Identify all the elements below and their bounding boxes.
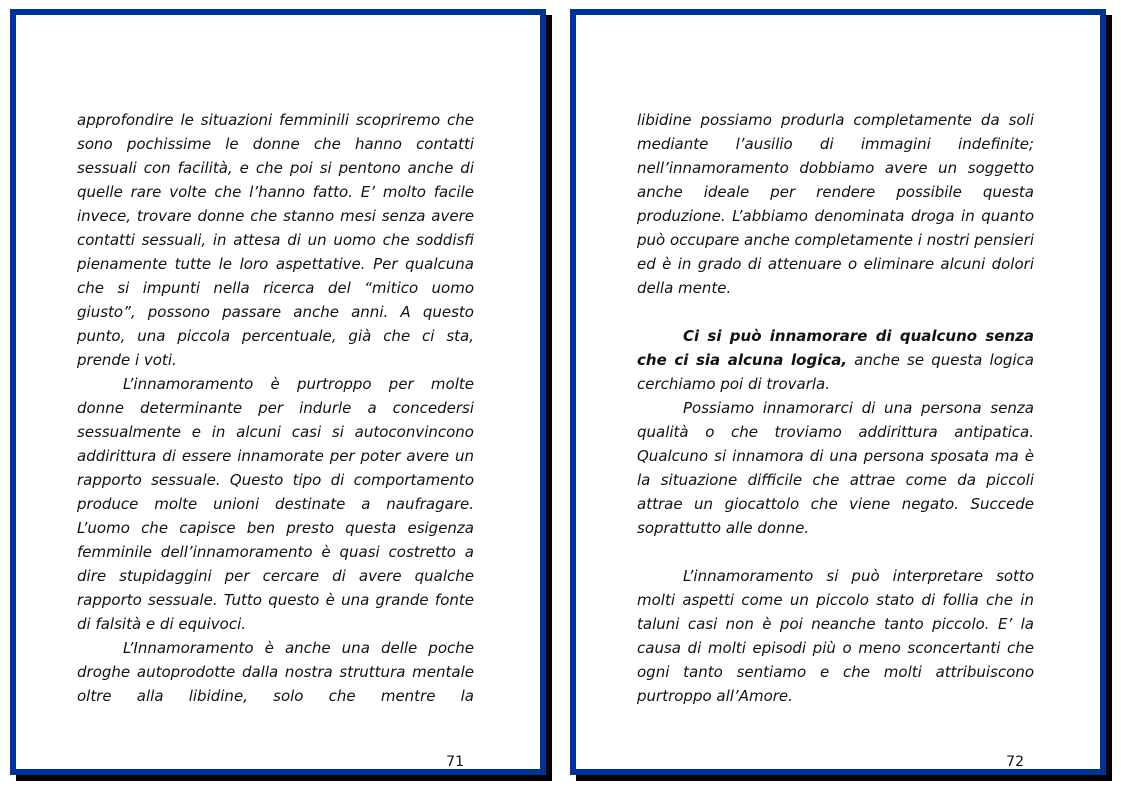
page-number: 72 <box>1006 754 1024 770</box>
paragraph-emphasis <box>637 324 1034 396</box>
paragraph: L’Innamoramento è anche una delle poche droghe autoprodotte dalla nostra struttura mentale oltre alla libidine, solo che mentre la <box>77 639 474 705</box>
page-body <box>637 108 1034 708</box>
left-page <box>10 9 546 775</box>
paragraph: libidine possiamo produrla completamente da soli mediante l’ausilio di immagini indefinite; nell’innamoramento dobbiamo avere un soggetto anche ideale per rendere possibile questa produzione. L’abbiamo denominata droga in quanto può occupare anche completamente i nostri pensieri ed è in grado di attenuare o eliminare alcuni dolori della mente. <box>637 111 1034 297</box>
page-number: 71 <box>446 754 464 770</box>
paragraph: L’innamoramento è purtroppo per molte donne determinante per indurle a concedersi sessualmente e in alcuni casi si autoconvincono addirittura di essere innamorate per poter avere un rapporto sessuale. Questo tipo di comportamento produce molte unioni destinate a naufragare. L’uomo che capisce ben presto questa esigenza femminile dell’innamoramento è quasi costretto a dire stupidaggini per cercare di avere qualche rapporto sessuale. Tutto questo è una grande fonte di falsità e di equivoci. <box>77 375 474 633</box>
right-page <box>570 9 1106 775</box>
paragraph-rest: anche se questa logica cerchiamo poi di trovarla. <box>637 351 1035 393</box>
paragraph: L’innamoramento si può interpretare sotto molti aspetti come un piccolo stato di follia che in taluni casi non è poi neanche tanto piccolo. E’ la causa di molti episodi più o meno sconcertanti che ogni tanto sentiamo e che molti attribuiscono purtroppo all’Amore. <box>637 567 1034 705</box>
paragraph: approfondire le situazioni femminili scopriremo che sono pochissime le donne che hanno contatti sessuali con facilità, e che poi si pentono anche di quelle rare volte che l’hanno fatto. E’ molto facile invece, trovare donne che stanno mesi senza avere contatti sessuali, in attesa di un uomo che soddisfi pienamente tutte le loro aspettative. Per qualcuna che si impunti nella ricerca del “mitico uomo giusto”, possono passare anche anni. A questo punto, una piccola percentuale, già che ci sta, prende i voti. <box>77 111 474 369</box>
bold-phrase: Ci si può innamorare di qualcuno senza che ci sia alcuna logica, <box>637 327 1034 369</box>
page-body <box>77 108 474 708</box>
paragraph: Possiamo innamorarci di una persona senza qualità o che troviamo addirittura antipatica. Qualcuno si innamora di una persona sposata ma è la situazione difficile che attrae come da piccoli attrae un giocattolo che viene negato. Succede soprattutto alle donne. <box>637 399 1034 537</box>
